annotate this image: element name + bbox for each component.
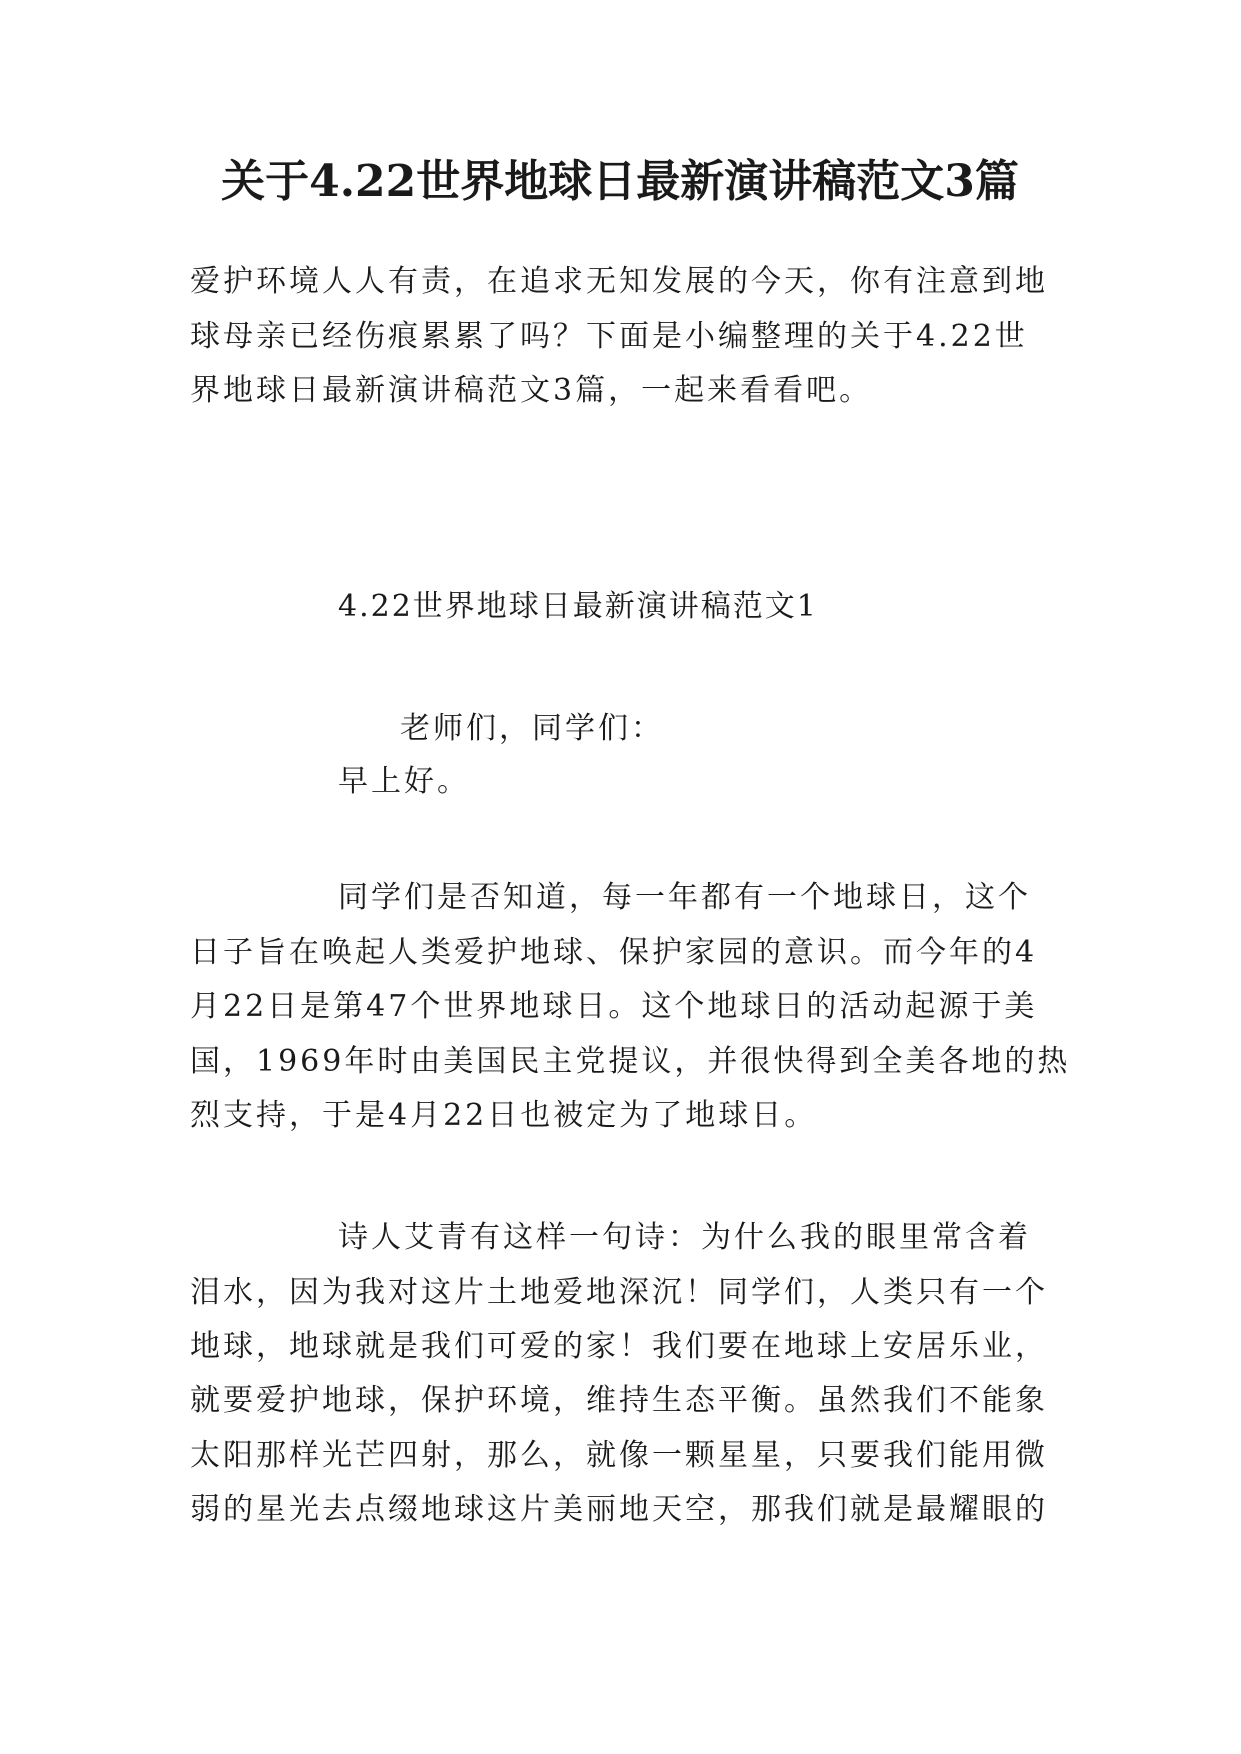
paragraph-line: 烈支持，于是4月22日也被定为了地球日。 — [190, 1098, 818, 1133]
paragraph-line: 太阳那样光芒四射，那么，就像一颗星星，只要我们能用微 — [190, 1438, 1048, 1473]
intro-line: 球母亲已经伤痕累累了吗？下面是小编整理的关于4.22世 — [190, 319, 1028, 354]
paragraph-line: 国，1969年时由美国民主党提议，并很快得到全美各地的热 — [190, 1044, 1071, 1079]
section-heading: 4.22世界地球日最新演讲稿范文1 — [338, 589, 818, 624]
paragraph-line: 日子旨在唤起人类爱护地球、保护家园的意识。而今年的4 — [190, 935, 1038, 970]
intro-line: 界地球日最新演讲稿范文3篇，一起来看看吧。 — [190, 373, 873, 408]
document-title: 关于4.22世界地球日最新演讲稿范文3篇 — [221, 156, 1019, 207]
intro-line: 爱护环境人人有责，在追求无知发展的今天，你有注意到地 — [190, 264, 1048, 299]
greeting-line: 老师们，同学们： — [400, 711, 664, 746]
greeting-line: 早上好。 — [338, 764, 470, 799]
paragraph-line: 月22日是第47个世界地球日。这个地球日的活动起源于美 — [190, 989, 1038, 1024]
paragraph-line: 弱的星光去点缀地球这片美丽地天空，那我们就是最耀眼的 — [190, 1492, 1048, 1527]
paragraph-line: 同学们是否知道，每一年都有一个地球日，这个 — [338, 880, 1031, 915]
paragraph-line: 诗人艾青有这样一句诗：为什么我的眼里常含着 — [338, 1220, 1031, 1255]
paragraph-line: 泪水，因为我对这片土地爱地深沉！同学们，人类只有一个 — [190, 1275, 1048, 1310]
paragraph-line: 地球，地球就是我们可爱的家！我们要在地球上安居乐业， — [190, 1329, 1048, 1364]
paragraph-line: 就要爱护地球，保护环境，维持生态平衡。虽然我们不能象 — [190, 1383, 1048, 1418]
